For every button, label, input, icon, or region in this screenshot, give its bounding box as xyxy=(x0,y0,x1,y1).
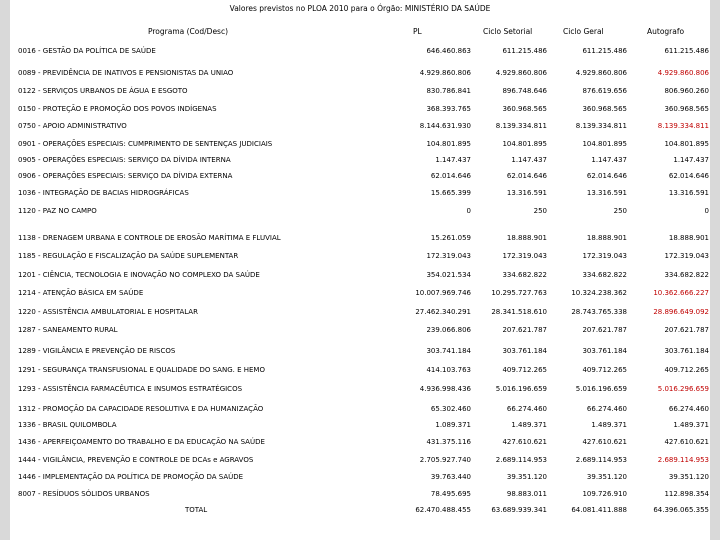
pl-cell: 15.261.059 xyxy=(430,234,471,242)
autografo-cell: 104.801.895 xyxy=(664,140,709,148)
table-row xyxy=(10,307,710,317)
ciclo-geral-cell: 8.139.334.811 xyxy=(575,122,627,130)
total-ciclo-geral-cell: 64.081.411.888 xyxy=(571,506,627,514)
programa-cell: 0901 - OPERAÇÕES ESPECIAIS: CUMPRIMENTO DE SENTENÇAS JUDICIAIS xyxy=(18,140,273,148)
programa-cell: 0150 - PROTEÇÃO E PROMOÇÃO DOS POVOS INDÍGENAS xyxy=(18,105,217,113)
pl-cell: 1.147.437 xyxy=(435,156,471,164)
autografo-cell: 62.014.646 xyxy=(668,172,709,180)
table-row xyxy=(10,188,710,198)
table-row xyxy=(10,155,710,165)
autografo-cell: 39.351.120 xyxy=(668,473,709,481)
programa-cell: 1291 - SEGURANÇA TRANSFUSIONAL E QUALIDADE DO SANG. E HEMO xyxy=(18,366,265,374)
ciclo-setorial-cell: 2.689.114.953 xyxy=(495,456,547,464)
programa-cell: 1185 - REGULAÇÃO E FISCALIZAÇÃO DA SAÚDE SUPLEMENTAR xyxy=(18,252,239,260)
table-row xyxy=(10,288,710,298)
ciclo-setorial-cell: 28.341.518.610 xyxy=(491,308,547,316)
table-row xyxy=(10,455,710,465)
ciclo-geral-cell: 104.801.895 xyxy=(582,140,627,148)
table-row xyxy=(10,270,710,280)
programa-cell: 1220 - ASSISTÊNCIA AMBULATORIAL E HOSPITALAR xyxy=(18,308,198,316)
programa-cell: 0906 - OPERAÇÕES ESPECIAIS: SERVIÇO DA DÍVIDA EXTERNA xyxy=(18,172,233,180)
ciclo-setorial-cell: 360.968.565 xyxy=(502,105,547,113)
pl-cell: 65.302.460 xyxy=(430,405,471,413)
programa-cell: 0122 - SERVIÇOS URBANOS DE ÁGUA E ESGOTO xyxy=(18,87,188,95)
programa-cell: 1120 - PAZ NO CAMPO xyxy=(18,207,97,215)
ciclo-setorial-cell: 8.139.334.811 xyxy=(495,122,547,130)
pl-cell: 239.066.806 xyxy=(426,326,471,334)
ciclo-geral-cell: 334.682.822 xyxy=(582,271,627,279)
pl-cell: 78.495.695 xyxy=(430,490,471,498)
autografo-cell: 66.274.460 xyxy=(668,405,709,413)
autografo-cell: 172.319.043 xyxy=(664,252,709,260)
programa-cell: 0905 - OPERAÇÕES ESPECIAIS: SERVIÇO DA DÍVIDA INTERNA xyxy=(18,156,231,164)
ciclo-setorial-cell: 1.147.437 xyxy=(511,156,547,164)
autografo-cell: 1.147.437 xyxy=(673,156,709,164)
autografo-cell: 611.215.486 xyxy=(664,47,709,55)
pl-cell: 8.144.631.930 xyxy=(419,122,471,130)
table-row xyxy=(10,472,710,482)
total-ciclo-setorial-cell: 63.689.939.341 xyxy=(491,506,547,514)
table-row xyxy=(10,46,710,56)
programa-cell: 0016 - GESTÃO DA POLÍTICA DE SAÚDE xyxy=(18,47,156,55)
table-row xyxy=(10,384,710,394)
table-row xyxy=(10,489,710,499)
table-row xyxy=(10,121,710,131)
programa-cell: 1201 - CIÊNCIA, TECNOLOGIA E INOVAÇÃO NO COMPLEXO DA SAÚDE xyxy=(18,271,260,279)
pl-cell: 2.705.927.740 xyxy=(419,456,471,464)
autografo-cell: 427.610.621 xyxy=(664,438,709,446)
ciclo-setorial-cell: 18.888.901 xyxy=(506,234,547,242)
pl-cell: 354.021.534 xyxy=(426,271,471,279)
ciclo-geral-cell: 13.316.591 xyxy=(586,189,627,197)
table-row xyxy=(10,171,710,181)
ciclo-setorial-cell: 62.014.646 xyxy=(506,172,547,180)
autografo-cell: 18.888.901 xyxy=(668,234,709,242)
ciclo-setorial-cell: 5.016.196.659 xyxy=(495,385,547,393)
programa-cell: 8007 - RESÍDUOS SÓLIDOS URBANOS xyxy=(18,490,150,498)
header-autografo: Autografo xyxy=(647,27,685,36)
autografo-cell: 13.316.591 xyxy=(668,189,709,197)
table-row xyxy=(10,233,710,243)
ciclo-geral-cell: 5.016.196.659 xyxy=(575,385,627,393)
programa-cell: 1138 - DRENAGEM URBANA E CONTROLE DE EROSÃO MARÍTIMA E FLUVIAL xyxy=(18,234,281,242)
ciclo-geral-cell: 109.726.910 xyxy=(582,490,627,498)
ciclo-geral-cell: 18.888.901 xyxy=(586,234,627,242)
ciclo-geral-cell: 172.319.043 xyxy=(582,252,627,260)
autografo-cell: 28.896.649.092 xyxy=(653,308,709,316)
ciclo-geral-cell: 303.761.184 xyxy=(582,347,627,355)
pl-cell: 4.936.998.436 xyxy=(419,385,471,393)
table-row xyxy=(10,420,710,430)
pl-cell: 431.375.116 xyxy=(426,438,471,446)
autografo-cell: 360.968.565 xyxy=(664,105,709,113)
pl-cell: 39.763.440 xyxy=(430,473,471,481)
ciclo-geral-cell: 62.014.646 xyxy=(586,172,627,180)
programa-cell: 1312 - PROMOÇÃO DA CAPACIDADE RESOLUTIVA E DA HUMANIZAÇÃO xyxy=(18,405,264,413)
ciclo-geral-cell: 250 xyxy=(613,207,627,215)
ciclo-geral-cell: 876.619.656 xyxy=(582,87,627,95)
autografo-cell: 112.898.354 xyxy=(664,490,709,498)
pl-cell: 4.929.860.806 xyxy=(419,69,471,77)
programa-cell: 1214 - ATENÇÃO BÁSICA EM SAÚDE xyxy=(18,289,144,297)
table-row xyxy=(10,206,710,216)
pl-cell: 1.089.371 xyxy=(435,421,471,429)
pl-cell: 830.786.841 xyxy=(426,87,471,95)
pl-cell: 62.014.646 xyxy=(430,172,471,180)
ciclo-setorial-cell: 207.621.787 xyxy=(502,326,547,334)
autografo-cell: 0 xyxy=(704,207,709,215)
ciclo-geral-cell: 1.489.371 xyxy=(591,421,627,429)
programa-cell: 1289 - VIGILÂNCIA E PREVENÇÃO DE RISCOS xyxy=(18,347,176,355)
programa-cell: 1436 - APERFEIÇOAMENTO DO TRABALHO E DA EDUCAÇÃO NA SAÚDE xyxy=(18,438,265,446)
ciclo-geral-cell: 2.689.114.953 xyxy=(575,456,627,464)
total-autografo-cell: 64.396.065.355 xyxy=(653,506,709,514)
table-row xyxy=(10,251,710,261)
pl-cell: 104.801.895 xyxy=(426,140,471,148)
autografo-cell: 4.929.860.806 xyxy=(657,69,709,77)
ciclo-setorial-cell: 98.883.011 xyxy=(506,490,547,498)
table-row xyxy=(10,404,710,414)
ciclo-setorial-cell: 409.712.265 xyxy=(502,366,547,374)
ciclo-geral-cell: 207.621.787 xyxy=(582,326,627,334)
ciclo-setorial-cell: 13.316.591 xyxy=(506,189,547,197)
ciclo-setorial-cell: 334.682.822 xyxy=(502,271,547,279)
ciclo-setorial-cell: 66.274.460 xyxy=(506,405,547,413)
pl-cell: 10.007.969.746 xyxy=(415,289,471,297)
table-row xyxy=(10,139,710,149)
ciclo-setorial-cell: 104.801.895 xyxy=(502,140,547,148)
ciclo-geral-cell: 427.610.621 xyxy=(582,438,627,446)
table-row xyxy=(10,68,710,78)
header-ciclo-setorial: Ciclo Setorial xyxy=(483,27,533,36)
programa-cell: 0089 - PREVIDÊNCIA DE INATIVOS E PENSIONISTAS DA UNIAO xyxy=(18,69,234,77)
ciclo-setorial-cell: 250 xyxy=(533,207,547,215)
ciclo-setorial-cell: 427.610.621 xyxy=(502,438,547,446)
ciclo-geral-cell: 4.929.860.806 xyxy=(575,69,627,77)
programa-cell: 1287 - SANEAMENTO RURAL xyxy=(18,326,118,334)
ciclo-setorial-cell: 1.489.371 xyxy=(511,421,547,429)
autografo-cell: 2.689.114.953 xyxy=(657,456,709,464)
ciclo-setorial-cell: 10.295.727.763 xyxy=(491,289,547,297)
ciclo-geral-cell: 28.743.765.338 xyxy=(571,308,627,316)
ciclo-geral-cell: 66.274.460 xyxy=(586,405,627,413)
ciclo-setorial-cell: 303.761.184 xyxy=(502,347,547,355)
ciclo-geral-cell: 39.351.120 xyxy=(586,473,627,481)
pl-cell: 303.741.184 xyxy=(426,347,471,355)
pl-cell: 27.462.340.291 xyxy=(415,308,471,316)
pl-cell: 368.393.765 xyxy=(426,105,471,113)
programa-cell: 1446 - IMPLEMENTAÇÃO DA POLÍTICA DE PROMOÇÃO DA SAÚDE xyxy=(18,473,244,481)
programa-cell: 1336 - BRASIL QUILOMBOLA xyxy=(18,421,117,429)
ciclo-setorial-cell: 611.215.486 xyxy=(502,47,547,55)
pl-cell: 172.319.043 xyxy=(426,252,471,260)
programa-cell: 0750 - APOIO ADMINISTRATIVO xyxy=(18,122,127,130)
autografo-cell: 10.362.666.227 xyxy=(653,289,709,297)
report-title: Valores previstos no PLOA 2010 para o Órgão: MINISTÉRIO DA SAÚDE xyxy=(229,4,491,13)
report-sheet xyxy=(10,0,710,540)
programa-cell: 1036 - INTEGRAÇÃO DE BACIAS HIDROGRÁFICAS xyxy=(18,189,189,197)
programa-cell: 1444 - VIGILÂNCIA, PREVENÇÃO E CONTROLE DE DCAs e AGRAVOS xyxy=(18,456,254,464)
autografo-cell: 303.761.184 xyxy=(664,347,709,355)
total-pl-cell: 62.470.488.455 xyxy=(415,506,471,514)
total-row xyxy=(10,505,710,515)
table-row xyxy=(10,437,710,447)
programa-cell: 1293 - ASSISTÊNCIA FARMACÊUTICA E INSUMOS ESTRATÉGICOS xyxy=(18,385,243,393)
table-row xyxy=(10,86,710,96)
ciclo-geral-cell: 360.968.565 xyxy=(582,105,627,113)
autografo-cell: 334.682.822 xyxy=(664,271,709,279)
autografo-cell: 8.139.334.811 xyxy=(657,122,709,130)
header-ciclo-geral: Ciclo Geral xyxy=(563,27,604,36)
pl-cell: 15.665.399 xyxy=(430,189,471,197)
ciclo-setorial-cell: 172.319.043 xyxy=(502,252,547,260)
autografo-cell: 5.016.296.659 xyxy=(657,385,709,393)
autografo-cell: 1.489.371 xyxy=(673,421,709,429)
header-pl: PL xyxy=(413,27,422,36)
table-row xyxy=(10,346,710,356)
ciclo-setorial-cell: 896.748.646 xyxy=(502,87,547,95)
pl-cell: 0 xyxy=(466,207,471,215)
autografo-cell: 207.621.787 xyxy=(664,326,709,334)
ciclo-geral-cell: 611.215.486 xyxy=(582,47,627,55)
autografo-cell: 409.712.265 xyxy=(664,366,709,374)
table-row xyxy=(10,365,710,375)
ciclo-geral-cell: 1.147.437 xyxy=(591,156,627,164)
table-row xyxy=(10,104,710,114)
pl-cell: 414.103.763 xyxy=(426,366,471,374)
total-label: TOTAL xyxy=(185,506,208,514)
ciclo-setorial-cell: 39.351.120 xyxy=(506,473,547,481)
ciclo-setorial-cell: 4.929.860.806 xyxy=(495,69,547,77)
autografo-cell: 806.960.260 xyxy=(664,87,709,95)
header-programa: Programa (Cod/Desc) xyxy=(148,27,229,36)
ciclo-geral-cell: 409.712.265 xyxy=(582,366,627,374)
pl-cell: 646.460.863 xyxy=(426,47,471,55)
table-row xyxy=(10,325,710,335)
ciclo-geral-cell: 10.324.238.362 xyxy=(571,289,627,297)
